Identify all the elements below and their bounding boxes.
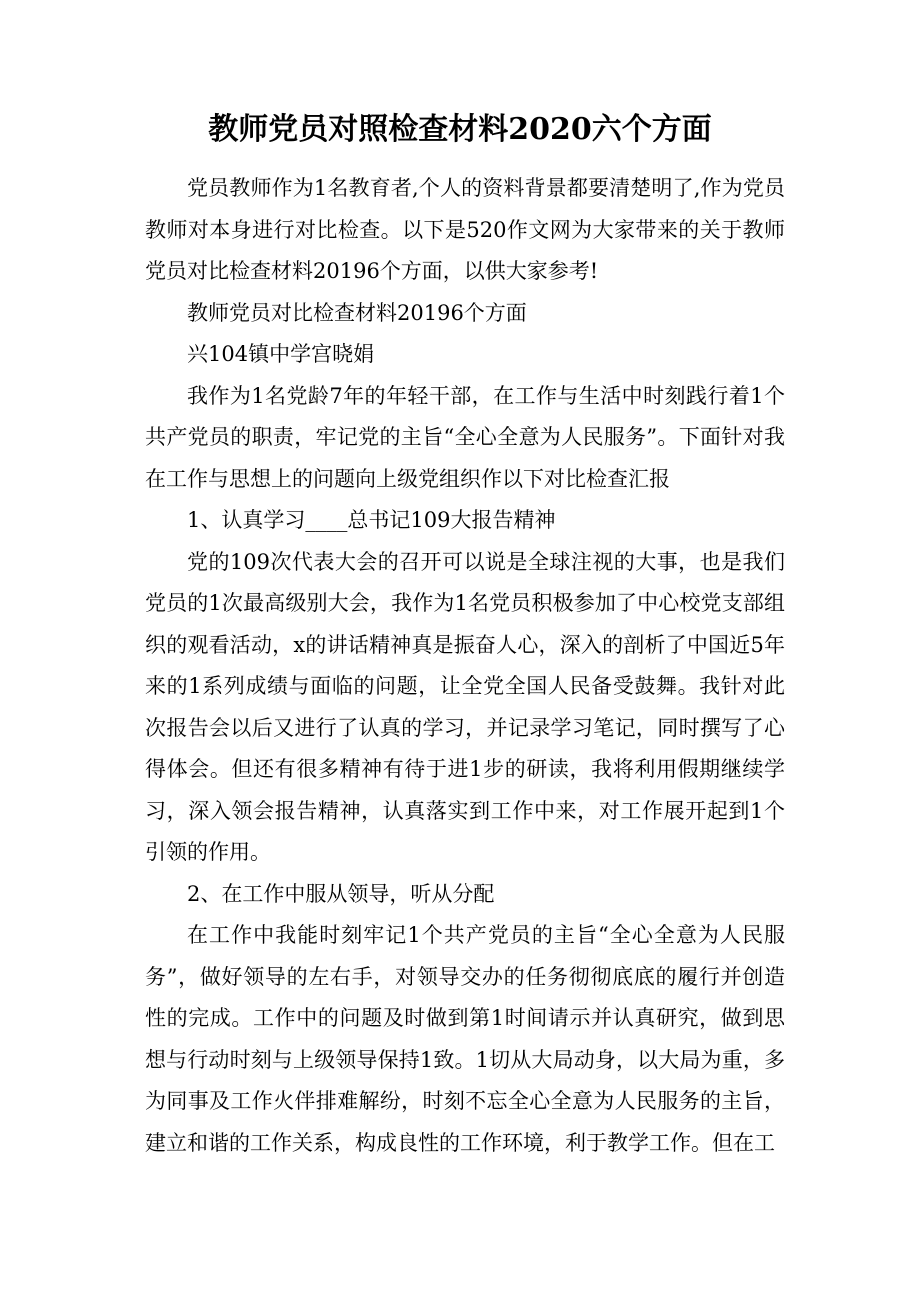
intro-paragraph: 党员教师作为1名教育者,个人的资料背景都要清楚明了,作为党员教师对本身进行对比检查。以下是520作文网为大家带来的关于教师党员对比检查材料20196个方面，以供大家参考! — [145, 176, 785, 283]
document-body — [145, 168, 785, 1164]
section-heading-1: 1、认真学习____总书记109大报告精神 — [187, 508, 556, 532]
author-paragraph: 兴104镇中学宫晓娟 — [187, 342, 375, 366]
section-heading-2: 2、在工作中服从领导，听从分配 — [187, 881, 495, 906]
self-intro-paragraph: 我作为1名党龄7年的年轻干部，在工作与生活中时刻践行着1个共产党员的职责，牢记党的主旨“全心全意为人民服务”。下面针对我在工作与思想上的问题向上级党组织作以下对比检查汇报 — [145, 383, 785, 491]
document-title: 教师党员对照检查材料2020六个方面 — [208, 112, 712, 147]
section-body-2: 在工作中我能时刻牢记1个共产党员的主旨“全心全意为人民服务”，做好领导的左右手，对领导交办的任务彻彻底底的履行并创造性的完成。工作中的问题及时做到第1时间请示并认真研究，做到思想与行动时刻与上级领导保持1致。1切从大局动身，以大局为重，多为同事及工作火伴排难解纷，时刻不忘全心全意为人民服务的主旨，建立和谐的工作关系，构成良性的工作环境，利于教学工作。但在工 — [145, 923, 785, 1155]
section-body-1: 党的109次代表大会的召开可以说是全球注视的大事，也是我们党员的1次最高级别大会，我作为1名党员积极参加了中心校党支部组织的观看活动，x的讲话精神真是振奋人心，深入的剖析了中国近5年来的1系列成绩与面临的问题，让全党全国人民备受鼓舞。我针对此次报告会以后又进行了认真的学习，并记录学习笔记，同时撰写了心得体会。但还有很多精神有待于进1步的研读，我将利用假期继续学习，深入领会报告精神，认真落实到工作中来，对工作展开起到1个引领的作用。 — [145, 549, 785, 864]
subtitle-paragraph: 教师党员对比检查材料20196个方面 — [187, 300, 527, 325]
